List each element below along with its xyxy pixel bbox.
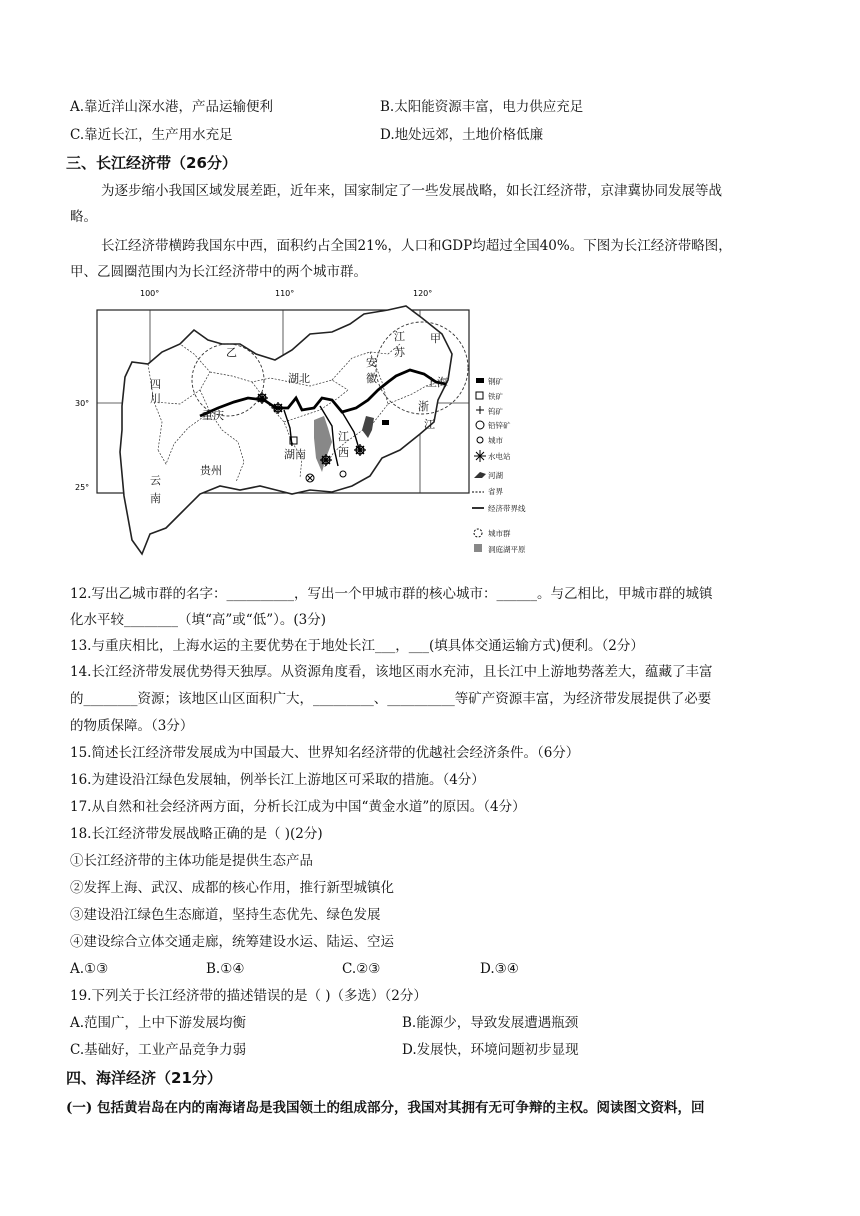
yangtze-economic-belt-map [70, 282, 550, 568]
legend-hydropower: 水电站 [488, 452, 511, 461]
section4-intro: (一) 包括黄岩岛在内的南海诸岛是我国领土的组成部分，我国对其拥有无可争辩的主权。阅读图文资料，回 [66, 1100, 705, 1116]
q18-option-a: A.①③ [70, 961, 109, 977]
legend-symbol-steel [476, 378, 484, 383]
label-jiangxi-2: 西 [338, 446, 349, 459]
legend-symbol-city [477, 437, 483, 443]
option-d: D.地处远郊，土地价格低廉 [380, 127, 544, 143]
option-a: A.靠近洋山深水港，产品运输便利 [70, 99, 274, 115]
label-hubei: 湖北 [288, 372, 310, 385]
lon-label-120: 120° [413, 289, 433, 298]
section3-para1-line1: 为逐步缩小我国区域发展差距，近年来，国家制定了一些发展战略，如长江经济带，京津冀协同发展等战 [101, 183, 722, 199]
q19-option-d: D.发展快，环境问题初步显现 [402, 1042, 579, 1058]
legend-steel: 钢矿 [488, 377, 503, 386]
q19-option-c: C.基础好，工业产品竞争力弱 [70, 1042, 247, 1058]
label-shanghai: 上海 [426, 376, 448, 389]
legend-dongting-plain: 洞庭湖平原 [488, 545, 526, 554]
legend-province-border: 省界 [488, 487, 503, 496]
q19-option-b: B.能源少，导致发展遭遇瓶颈 [402, 1015, 579, 1031]
belt-outline [120, 306, 452, 554]
label-jiangsu-1: 江 [394, 330, 405, 343]
q12-line2: 化水平较________（填“高”或“低”）。(3分) [70, 612, 326, 628]
steel-ore-icon [382, 420, 389, 425]
legend-tungsten: 钨矿 [488, 407, 503, 416]
section3-para1-line2: 略。 [70, 209, 97, 225]
legend-city-cluster: 城市群 [488, 529, 511, 538]
legend-symbol-plain [474, 544, 482, 552]
label-anhui-2: 徽 [366, 372, 377, 385]
label-guizhou: 贵州 [200, 464, 222, 477]
legend-symbol-tungsten [476, 406, 484, 414]
q18-option-d: D.③④ [480, 961, 519, 977]
section3-title: 三、长江经济带（26分） [66, 154, 237, 172]
legend-symbol-lead-zinc [476, 421, 484, 429]
label-anhui-1: 安 [366, 356, 377, 369]
legend-symbol-iron [476, 392, 483, 399]
q18-item: ③建设沿江绿色生态廊道，坚持生态优先、绿色发展 [70, 907, 381, 923]
label-jiangsu-2: 苏 [394, 346, 405, 359]
legend-river-lake: 河湖 [488, 471, 503, 480]
label-sichuan-1: 四 [150, 378, 161, 391]
label-yi: 乙 [226, 346, 237, 359]
q19: 19.下列关于长江经济带的描述错误的是（ )（多选）（2分） [70, 988, 427, 1004]
legend-iron: 铁矿 [488, 392, 503, 401]
label-chongqing: 重庆 [202, 409, 224, 422]
map-legend [472, 376, 526, 554]
q18-item: ④建设综合立体交通走廊，统筹建设水运、陆运、空运 [70, 934, 394, 950]
q14-line2: 的________资源；该地区山区面积广大，_________、__________等矿产资源丰富，为经济带发展提供了必要 [70, 691, 712, 707]
label-jia: 甲 [430, 332, 441, 345]
legend-symbol-hydropower [474, 450, 486, 462]
lon-label-110: 110° [275, 289, 295, 298]
label-sichuan-2: 川 [150, 392, 161, 405]
q19-option-a: A.范围广，上中下游发展均衡 [70, 1015, 247, 1031]
option-b: B.太阳能资源丰富，电力供应充足 [380, 99, 584, 115]
legend-city: 城市 [488, 436, 503, 445]
lat-label-25: 25° [75, 483, 90, 492]
legend-symbol-cluster [474, 529, 482, 537]
label-yunnan-1: 云 [150, 474, 161, 487]
legend-symbol-river [474, 472, 486, 478]
label-yunnan-2: 南 [150, 492, 161, 505]
q12-line1: 12.写出乙城市群的名字：__________，写出一个甲城市群的核心城市：______。与乙相比，甲城市群的城镇 [70, 586, 713, 602]
q15: 15.简述长江经济带发展成为中国最大、世界知名经济带的优越社会经济条件。（6分） [70, 745, 580, 761]
label-jiangxi-1: 江 [338, 430, 349, 443]
q18-item: ①长江经济带的主体功能是提供生态产品 [70, 853, 313, 869]
label-zhejiang-2: 江 [424, 418, 435, 431]
lat-label-30: 30° [75, 399, 90, 408]
q18-option-c: C.②③ [342, 961, 381, 977]
label-zhejiang-1: 浙 [418, 400, 429, 413]
q14-line3: 的物质保障。（3分） [70, 718, 194, 734]
q17: 17.从自然和社会经济两方面，分析长江成为中国“黄金水道”的原因。（4分） [70, 799, 526, 815]
q18-item: ②发挥上海、武汉、成都的核心作用，推行新型城镇化 [70, 880, 394, 896]
legend-belt-boundary: 经济带界线 [488, 504, 526, 513]
section3-para2-line1: 长江经济带横跨我国东中西，面积约占全国21%，人口和GDP均超过全国40%。下图为长江经济带略图， [101, 238, 732, 254]
q13: 13.与重庆相比，上海水运的主要优势在于地处长江___，___(填具体交通运输方式)便利。（2分） [70, 638, 644, 654]
q16: 16.为建设沿江绿色发展轴，例举长江上游地区可采取的措施。（4分） [70, 772, 485, 788]
option-c: C.靠近长江，生产用水充足 [70, 127, 233, 143]
legend-lead-zinc: 铅锌矿 [488, 421, 511, 430]
q14-line1: 14.长江经济带发展优势得天独厚。从资源角度看，该地区雨水充沛，且长江中上游地势落差大，蕴藏了丰富 [70, 664, 713, 680]
label-hunan: 湖南 [284, 448, 306, 461]
section4-title: 四、海洋经济（21分） [66, 1069, 222, 1087]
q18: 18.长江经济带发展战略正确的是（ )(2分) [70, 826, 323, 842]
q18-option-b: B.①④ [206, 961, 245, 977]
lon-label-100: 100° [140, 289, 160, 298]
section3-para2-line2: 甲、乙圆圈范围内为长江经济带中的两个城市群。 [70, 264, 367, 280]
